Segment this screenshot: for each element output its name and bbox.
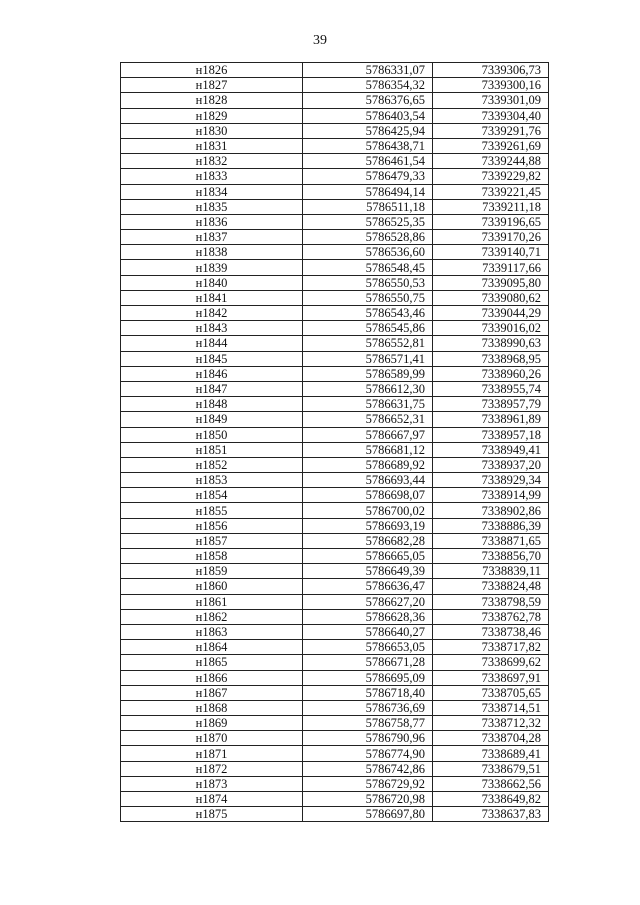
point-name-cell: н1851 [121,442,303,457]
point-name-cell: н1834 [121,184,303,199]
y-coordinate-cell: 7338902,86 [433,503,549,518]
x-coordinate-cell: 5786665,05 [303,549,433,564]
x-coordinate-cell: 5786376,65 [303,93,433,108]
x-coordinate-cell: 5786589,99 [303,366,433,381]
y-coordinate-cell: 7339261,69 [433,138,549,153]
x-coordinate-cell: 5786689,92 [303,457,433,472]
y-coordinate-cell: 7338949,41 [433,442,549,457]
y-coordinate-cell: 7338705,65 [433,685,549,700]
point-name-cell: н1840 [121,275,303,290]
x-coordinate-cell: 5786548,45 [303,260,433,275]
x-coordinate-cell: 5786627,20 [303,594,433,609]
table-row [121,138,549,153]
point-name-cell: н1839 [121,260,303,275]
x-coordinate-cell: 5786681,12 [303,442,433,457]
x-coordinate-cell: 5786550,53 [303,275,433,290]
y-coordinate-cell: 7338937,20 [433,457,549,472]
table-row [121,260,549,275]
x-coordinate-cell: 5786693,19 [303,518,433,533]
y-coordinate-cell: 7338957,18 [433,427,549,442]
point-name-cell: н1850 [121,427,303,442]
table-row [121,412,549,427]
point-name-cell: н1857 [121,533,303,548]
x-coordinate-cell: 5786697,80 [303,807,433,822]
table-row [121,230,549,245]
x-coordinate-cell: 5786729,92 [303,776,433,791]
x-coordinate-cell: 5786720,98 [303,792,433,807]
y-coordinate-cell: 7339170,26 [433,230,549,245]
y-coordinate-cell: 7338960,26 [433,366,549,381]
y-coordinate-cell: 7339044,29 [433,306,549,321]
table-row [121,655,549,670]
point-name-cell: н1855 [121,503,303,518]
point-name-cell: н1826 [121,63,303,78]
table-row [121,123,549,138]
point-name-cell: н1842 [121,306,303,321]
point-name-cell: н1861 [121,594,303,609]
y-coordinate-cell: 7338990,63 [433,336,549,351]
table-row [121,503,549,518]
y-coordinate-cell: 7338968,95 [433,351,549,366]
y-coordinate-cell: 7339301,09 [433,93,549,108]
point-name-cell: н1863 [121,624,303,639]
x-coordinate-cell: 5786631,75 [303,397,433,412]
table-row [121,108,549,123]
table-row [121,93,549,108]
y-coordinate-cell: 7338699,62 [433,655,549,670]
table-row [121,366,549,381]
table-row [121,731,549,746]
point-name-cell: н1838 [121,245,303,260]
y-coordinate-cell: 7339306,73 [433,63,549,78]
x-coordinate-cell: 5786640,27 [303,624,433,639]
point-name-cell: н1874 [121,792,303,807]
x-coordinate-cell: 5786545,86 [303,321,433,336]
x-coordinate-cell: 5786695,09 [303,670,433,685]
x-coordinate-cell: 5786494,14 [303,184,433,199]
table-row [121,154,549,169]
x-coordinate-cell: 5786667,97 [303,427,433,442]
table-row [121,306,549,321]
point-name-cell: н1853 [121,473,303,488]
y-coordinate-cell: 7339095,80 [433,275,549,290]
x-coordinate-cell: 5786742,86 [303,761,433,776]
x-coordinate-cell: 5786736,69 [303,700,433,715]
point-name-cell: н1848 [121,397,303,412]
table-row [121,807,549,822]
table-row [121,63,549,78]
point-name-cell: н1829 [121,108,303,123]
y-coordinate-cell: 7338679,51 [433,761,549,776]
point-name-cell: н1859 [121,564,303,579]
x-coordinate-cell: 5786628,36 [303,609,433,624]
point-name-cell: н1835 [121,199,303,214]
point-name-cell: н1831 [121,138,303,153]
y-coordinate-cell: 7338717,82 [433,640,549,655]
table-row [121,351,549,366]
x-coordinate-cell: 5786652,31 [303,412,433,427]
point-name-cell: н1847 [121,381,303,396]
point-name-cell: н1866 [121,670,303,685]
y-coordinate-cell: 7339244,88 [433,154,549,169]
point-name-cell: н1841 [121,290,303,305]
x-coordinate-cell: 5786718,40 [303,685,433,700]
x-coordinate-cell: 5786758,77 [303,716,433,731]
y-coordinate-cell: 7338689,41 [433,746,549,761]
y-coordinate-cell: 7339304,40 [433,108,549,123]
y-coordinate-cell: 7338961,89 [433,412,549,427]
y-coordinate-cell: 7339291,76 [433,123,549,138]
y-coordinate-cell: 7338738,46 [433,624,549,639]
table-row [121,457,549,472]
table-row [121,442,549,457]
table-row [121,716,549,731]
point-name-cell: н1852 [121,457,303,472]
point-name-cell: н1830 [121,123,303,138]
y-coordinate-cell: 7338649,82 [433,792,549,807]
x-coordinate-cell: 5786543,46 [303,306,433,321]
table-row [121,321,549,336]
x-coordinate-cell: 5786461,54 [303,154,433,169]
point-name-cell: н1845 [121,351,303,366]
point-name-cell: н1846 [121,366,303,381]
table-row [121,290,549,305]
x-coordinate-cell: 5786649,39 [303,564,433,579]
table-row [121,336,549,351]
y-coordinate-cell: 7338955,74 [433,381,549,396]
x-coordinate-cell: 5786636,47 [303,579,433,594]
table-row [121,473,549,488]
y-coordinate-cell: 7339221,45 [433,184,549,199]
x-coordinate-cell: 5786354,32 [303,78,433,93]
y-coordinate-cell: 7339229,82 [433,169,549,184]
table-row [121,427,549,442]
point-name-cell: н1833 [121,169,303,184]
point-name-cell: н1869 [121,716,303,731]
point-name-cell: н1837 [121,230,303,245]
table-row [121,746,549,761]
point-name-cell: н1849 [121,412,303,427]
point-name-cell: н1854 [121,488,303,503]
table-row [121,776,549,791]
point-name-cell: н1862 [121,609,303,624]
point-name-cell: н1832 [121,154,303,169]
x-coordinate-cell: 5786571,41 [303,351,433,366]
table-row [121,579,549,594]
table-row [121,199,549,214]
x-coordinate-cell: 5786653,05 [303,640,433,655]
coordinates-table-body [121,63,549,822]
y-coordinate-cell: 7339300,16 [433,78,549,93]
x-coordinate-cell: 5786525,35 [303,214,433,229]
table-row [121,488,549,503]
point-name-cell: н1856 [121,518,303,533]
point-name-cell: н1867 [121,685,303,700]
table-row [121,169,549,184]
x-coordinate-cell: 5786790,96 [303,731,433,746]
table-row [121,214,549,229]
point-name-cell: н1871 [121,746,303,761]
y-coordinate-cell: 7338714,51 [433,700,549,715]
table-row [121,275,549,290]
point-name-cell: н1860 [121,579,303,594]
point-name-cell: н1865 [121,655,303,670]
point-name-cell: н1870 [121,731,303,746]
x-coordinate-cell: 5786425,94 [303,123,433,138]
point-name-cell: н1844 [121,336,303,351]
point-name-cell: н1873 [121,776,303,791]
y-coordinate-cell: 7338798,59 [433,594,549,609]
x-coordinate-cell: 5786536,60 [303,245,433,260]
table-row [121,609,549,624]
table-row [121,700,549,715]
table-row [121,397,549,412]
table-row [121,685,549,700]
x-coordinate-cell: 5786671,28 [303,655,433,670]
table-row [121,549,549,564]
table-row [121,381,549,396]
page-number: 39 [313,33,327,48]
y-coordinate-cell: 7339080,62 [433,290,549,305]
y-coordinate-cell: 7338957,79 [433,397,549,412]
table-row [121,594,549,609]
x-coordinate-cell: 5786693,44 [303,473,433,488]
y-coordinate-cell: 7338914,99 [433,488,549,503]
table-row [121,78,549,93]
coordinates-table [120,62,549,822]
x-coordinate-cell: 5786479,33 [303,169,433,184]
x-coordinate-cell: 5786774,90 [303,746,433,761]
table-row [121,533,549,548]
table-row [121,761,549,776]
point-name-cell: н1858 [121,549,303,564]
point-name-cell: н1836 [121,214,303,229]
point-name-cell: н1868 [121,700,303,715]
table-row [121,670,549,685]
x-coordinate-cell: 5786438,71 [303,138,433,153]
y-coordinate-cell: 7338839,11 [433,564,549,579]
table-row [121,624,549,639]
table-row [121,518,549,533]
point-name-cell: н1864 [121,640,303,655]
x-coordinate-cell: 5786612,30 [303,381,433,396]
x-coordinate-cell: 5786511,18 [303,199,433,214]
table-row [121,564,549,579]
y-coordinate-cell: 7338762,78 [433,609,549,624]
point-name-cell: н1827 [121,78,303,93]
y-coordinate-cell: 7338697,91 [433,670,549,685]
y-coordinate-cell: 7338856,70 [433,549,549,564]
x-coordinate-cell: 5786700,02 [303,503,433,518]
y-coordinate-cell: 7338637,83 [433,807,549,822]
table-row [121,245,549,260]
x-coordinate-cell: 5786682,28 [303,533,433,548]
y-coordinate-cell: 7338886,39 [433,518,549,533]
y-coordinate-cell: 7338704,28 [433,731,549,746]
y-coordinate-cell: 7338712,32 [433,716,549,731]
y-coordinate-cell: 7339196,65 [433,214,549,229]
y-coordinate-cell: 7338824,48 [433,579,549,594]
point-name-cell: н1828 [121,93,303,108]
point-name-cell: н1872 [121,761,303,776]
table-row [121,640,549,655]
x-coordinate-cell: 5786698,07 [303,488,433,503]
y-coordinate-cell: 7339016,02 [433,321,549,336]
x-coordinate-cell: 5786552,81 [303,336,433,351]
y-coordinate-cell: 7339140,71 [433,245,549,260]
x-coordinate-cell: 5786528,86 [303,230,433,245]
point-name-cell: н1875 [121,807,303,822]
y-coordinate-cell: 7338871,65 [433,533,549,548]
table-row [121,792,549,807]
x-coordinate-cell: 5786550,75 [303,290,433,305]
point-name-cell: н1843 [121,321,303,336]
y-coordinate-cell: 7339211,18 [433,199,549,214]
table-row [121,184,549,199]
x-coordinate-cell: 5786331,07 [303,63,433,78]
y-coordinate-cell: 7338662,56 [433,776,549,791]
y-coordinate-cell: 7338929,34 [433,473,549,488]
y-coordinate-cell: 7339117,66 [433,260,549,275]
x-coordinate-cell: 5786403,54 [303,108,433,123]
